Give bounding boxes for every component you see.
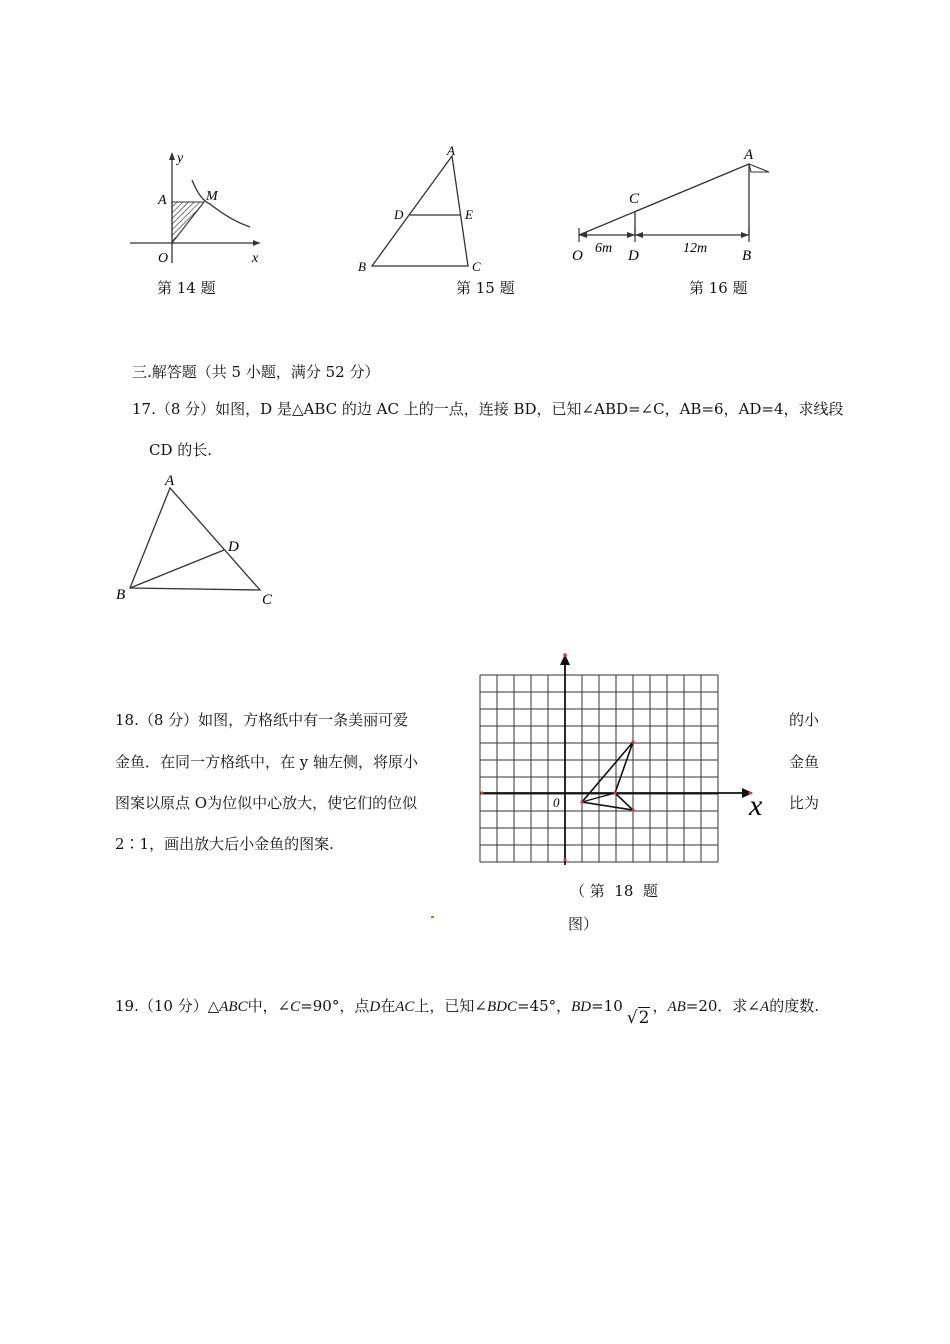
q18-text-right2: 金鱼 [789, 753, 820, 771]
fig14-label-y: y [177, 151, 184, 166]
q18-text-line2: 金鱼．在同一方格纸中，在 y 轴左侧，将原小 [115, 753, 419, 771]
q19-abc: ABC [219, 999, 248, 1015]
q18-text-right3: 比为 [789, 794, 820, 812]
fig16-label-12m: 12m [683, 241, 708, 256]
q18-caption-line2: 图） [568, 915, 599, 933]
q19-ab: AB [667, 999, 686, 1015]
figure-14-diagram [120, 140, 270, 270]
fig16-label-o: O [572, 248, 583, 264]
q18-origin-label: 0 [553, 795, 560, 810]
q19-part-3: =90°，点 [300, 997, 370, 1015]
fig14-label-x: x [252, 251, 259, 266]
q18-text-line4: 2∶1，画出放大后小金鱼的图案. [115, 835, 334, 853]
fig16-label-c: C [629, 191, 640, 207]
q17-text-line2: CD 的长. [149, 441, 213, 459]
q19-part-5: 上，已知∠ [414, 997, 487, 1015]
q19-c: C [290, 999, 301, 1015]
q17-label-a: A [165, 473, 175, 489]
q19-ac: AC [395, 999, 415, 1015]
fig16-label-b: B [742, 248, 752, 264]
fig16-label-a: A [744, 147, 754, 163]
q19-sqrt-value: 2 [638, 1008, 650, 1028]
fig14-label-a: A [158, 193, 167, 208]
fig14-label-m: M [206, 189, 218, 204]
q18-x-axis-label: x [749, 789, 763, 822]
fig15-label-e: E [465, 207, 473, 222]
figure-15-caption: 第 15 题 [456, 279, 515, 297]
q19-part-7: =10 [591, 997, 623, 1015]
q19-part-10: 的度数. [769, 997, 819, 1015]
q18-grid-diagram [470, 645, 780, 870]
q19-bdc: BDC [486, 999, 517, 1015]
fig14-label-o: O [158, 251, 169, 266]
q19-part-8: ， [652, 997, 668, 1015]
q18-caption-line1: （ 第 18 题 [570, 882, 658, 900]
q19-part-4: 在 [380, 997, 396, 1015]
q18-text-right1: 的小 [789, 711, 820, 729]
q19-part-1: 19.（10 分）△ [115, 997, 220, 1015]
fig15-label-b: B [358, 259, 366, 274]
figure-16-caption: 第 16 题 [689, 279, 748, 297]
fig15-label-d: D [394, 207, 404, 222]
fig15-label-c: C [472, 259, 481, 274]
fig15-label-a: A [447, 143, 455, 158]
q17-label-c: C [262, 592, 273, 608]
q19-part-2: 中，∠ [247, 997, 291, 1015]
q19-d: D [369, 999, 381, 1015]
figure-15-diagram [350, 140, 490, 275]
figure-16-diagram [565, 140, 780, 270]
q19-text [115, 996, 819, 1028]
q19-bd: BD [571, 999, 592, 1015]
q19-sqrt [627, 1008, 651, 1028]
q17-triangle-diagram [110, 470, 285, 610]
figure-14-caption: 第 14 题 [157, 279, 216, 297]
q18-small-mark [431, 916, 434, 918]
fig16-label-d: D [628, 248, 639, 264]
q19-sqrt-sign: √ [626, 1008, 638, 1028]
fig16-label-6m: 6m [595, 241, 613, 256]
q18-text-line3: 图案以原点 O为位似中心放大，使它们的位似 [115, 794, 418, 812]
q17-text-line1: 17.（8 分）如图，D 是△ABC 的边 AC 上的一点，连接 BD，已知∠ABD=∠C，AB=6，AD=4，求线段 [132, 400, 844, 418]
section-3-title: 三.解答题（共 5 小题，满分 52 分） [132, 363, 380, 381]
q17-label-d: D [228, 539, 239, 555]
q19-part-9: =20．求∠ [685, 997, 761, 1015]
q19-part-6: =45°， [516, 997, 572, 1015]
q19-a: A [760, 999, 770, 1015]
q17-label-b: B [116, 587, 126, 603]
q18-text-line1: 18.（8 分）如图，方格纸中有一条美丽可爱 [115, 711, 409, 729]
